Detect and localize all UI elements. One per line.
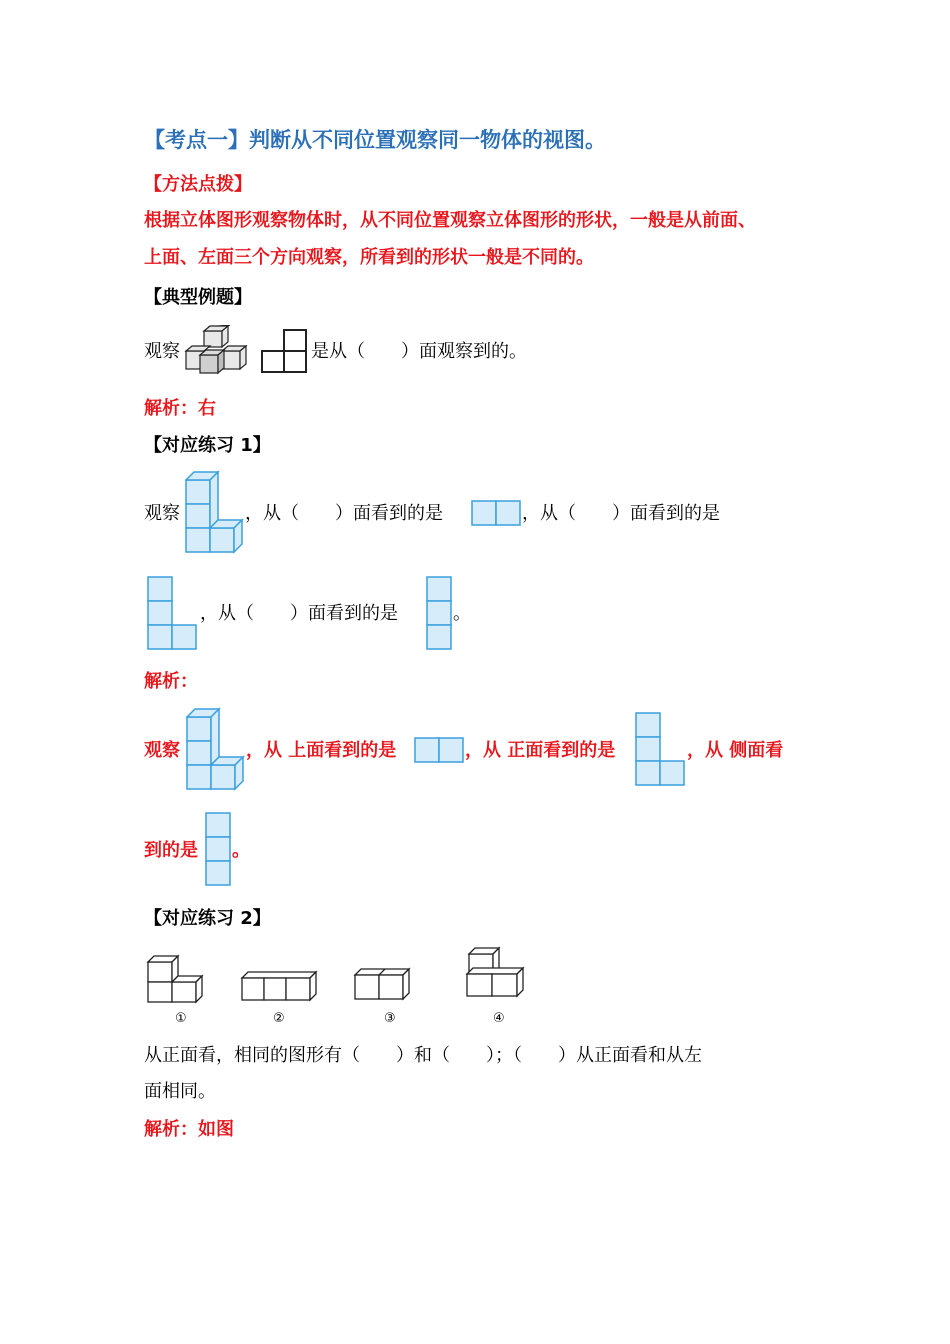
practice1-question-1: ，从（ ）面看到的是 <box>245 503 443 524</box>
practice1-answer-solid-figure <box>186 707 246 791</box>
practice1-answer-period: 。 <box>232 840 250 861</box>
practice1-answer-observe: 观察 <box>144 740 180 761</box>
practice1-answer-line2: 到的是 <box>144 840 198 861</box>
practice2-label-3: ③ <box>384 1011 396 1026</box>
example-heading: 【典型例题】 <box>144 287 252 308</box>
practice1-view-side <box>426 576 452 650</box>
example-question-text-start: 观察 <box>144 341 180 362</box>
example-view-figure <box>260 328 308 374</box>
practice2-figure-3 <box>353 967 413 1003</box>
practice1-heading: 【对应练习 1】 <box>144 435 271 456</box>
method-heading: 【方法点拨】 <box>144 174 252 195</box>
practice2-label-2: ② <box>273 1011 285 1026</box>
practice2-heading: 【对应练习 2】 <box>144 908 271 929</box>
practice2-figure-2 <box>240 970 320 1004</box>
practice1-answer-side: ，从 侧面看 <box>687 740 784 761</box>
practice2-analysis: 解析：如图 <box>144 1119 234 1140</box>
example-analysis: 解析：右 <box>144 398 216 419</box>
practice1-solid-figure <box>185 470 245 554</box>
practice1-view-front <box>147 576 197 650</box>
practice1-observe: 观察 <box>144 503 180 524</box>
example-solid-figure <box>184 325 248 377</box>
practice1-view-top <box>471 500 521 526</box>
practice1-answer-view-front <box>635 712 685 786</box>
practice1-answer-view-side <box>205 812 231 886</box>
practice2-question-line-1: 从正面看，相同的图形有（ ）和（ ）；（ ）从正面看和从左 <box>144 1045 702 1066</box>
method-line-1: 根据立体图形观察物体时，从不同位置观察立体图形的形状，一般是从前面、 <box>144 210 756 231</box>
practice1-period: 。 <box>453 603 471 624</box>
practice1-answer-top: ，从 上面看到的是 <box>246 740 397 761</box>
practice2-figure-4 <box>465 946 527 1000</box>
practice2-label-4: ④ <box>493 1011 505 1026</box>
section-title: 【考点一】判断从不同位置观察同一物体的视图。 <box>144 128 606 152</box>
practice1-question-3: ，从（ ）面看到的是 <box>200 603 398 624</box>
practice1-answer-view-top <box>414 737 464 763</box>
practice2-label-1: ① <box>175 1011 187 1026</box>
example-question: 是从（ ）面观察到的。 <box>311 341 527 362</box>
practice2-figure-1 <box>146 946 208 1006</box>
practice1-answer-front: ，从 正面看到的是 <box>465 740 616 761</box>
practice1-question-2: ，从（ ）面看到的是 <box>522 503 720 524</box>
method-line-2: 上面、左面三个方向观察，所看到的形状一般是不同的。 <box>144 247 594 268</box>
practice1-analysis-label: 解析： <box>144 671 198 692</box>
practice2-question-line-2: 面相同。 <box>144 1081 216 1102</box>
